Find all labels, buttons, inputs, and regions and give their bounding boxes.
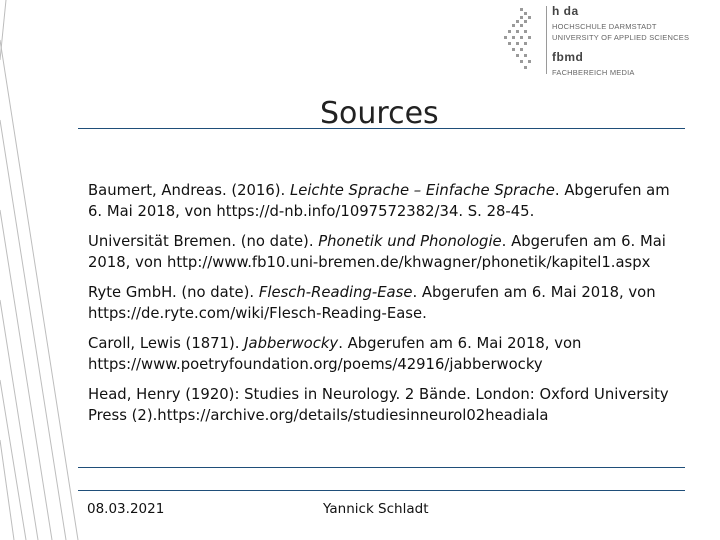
reference-text: . Abgerufen am 6. Mai 2018, von https://d-nb.info/1097572382/34. S. 28-45. [88,182,670,220]
reference-title: Flesch-Reading-Ease [258,284,413,301]
left-decorative-lines [0,0,80,540]
reference-text: Caroll, Lewis (1871). [88,335,245,352]
logo-university-name: HOCHSCHULE DARMSTADT [552,22,657,31]
footer-rule-bottom [78,490,685,491]
logo-hda-text: h da [552,4,579,18]
footer-date: 08.03.2021 [87,501,165,517]
reference-item [88,333,688,375]
reference-item [88,384,688,426]
reference-title: Jabberwocky [244,335,339,352]
reference-item [88,282,688,324]
title-underline [78,128,685,129]
logo-university-subtitle: UNIVERSITY OF APPLIED SCIENCES [552,33,690,42]
references-list [88,180,688,435]
reference-title: Phonetik und Phonologie [318,233,502,250]
reference-text: Universität Bremen. (no date). [88,233,319,250]
logo-faculty-abbr: fbmd [552,50,584,64]
reference-title: Leichte Sprache – Einfache Sprache [289,182,555,199]
reference-text: Ryte GmbH. (no date). [88,284,259,301]
reference-item [88,180,688,222]
reference-text: . Abgerufen am 6. Mai 2018, von https://www.poetryfoundation.org/poems/42916/jabberwocky [88,335,582,373]
reference-text: . Abgerufen am 6. Mai 2018, von https://de.ryte.com/wiki/Flesch-Reading-Ease. [88,284,656,322]
page-title: Sources [320,96,439,131]
logo-faculty-name: FACHBEREICH MEDIA [552,68,635,77]
reference-text: . Abgerufen am 6. Mai 2018, von http://www.fb10.uni-bremen.de/khwagner/phonetik/kapitel1.aspx [88,233,666,271]
reference-text: Baumert, Andreas. (2016). [88,182,290,199]
footer-author: Yannick Schladt [323,501,429,517]
footer-rule-top [78,467,685,468]
reference-text: Head, Henry (1920): Studies in Neurology. 2 Bände. London: Oxford University Press (2).https://archive.org/details/studiesinneurol02headiala [88,386,669,424]
reference-item [88,231,688,273]
